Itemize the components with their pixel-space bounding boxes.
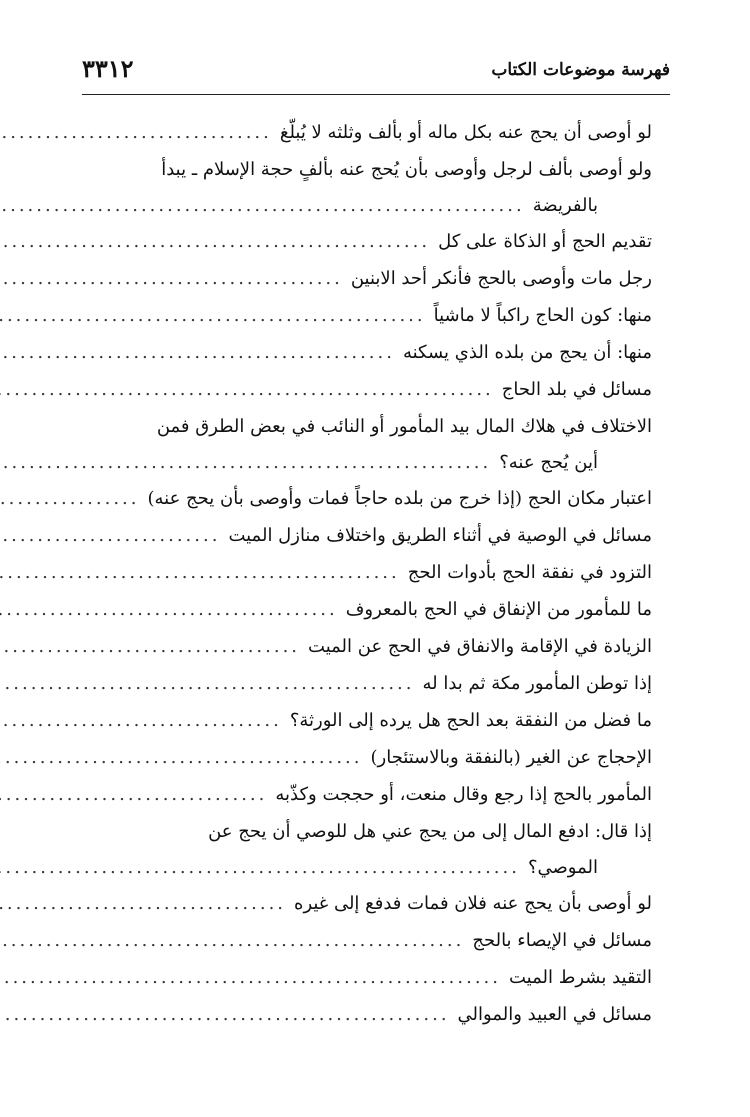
leader-dots <box>0 628 308 665</box>
leader-dots <box>0 739 371 776</box>
entry-title: مسائل في العبيد والموالي <box>457 1004 652 1025</box>
leader-dots <box>0 591 346 628</box>
toc-entry <box>82 591 652 628</box>
entry-title: المأمور بالحج إذا رجع وقال منعت، أو حججت وكذّبه <box>275 784 652 805</box>
page-number: ٣٣١٢ <box>82 54 134 83</box>
entry-title: الاختلاف في هلاك المال بيد المأمور أو النائب في بعض الطرق فمن <box>156 416 652 437</box>
toc-entry <box>82 371 652 408</box>
toc-entry <box>82 554 652 591</box>
leader-dots <box>0 554 408 591</box>
entry-title: مسائل في الإيصاء بالحج <box>472 930 652 951</box>
leader-dots <box>0 776 275 813</box>
entry-title: تقديم الحج أو الذكاة على كل <box>438 231 652 252</box>
leader-dots <box>0 702 290 739</box>
toc-entry <box>82 813 652 885</box>
toc-entry <box>82 996 652 1033</box>
entry-title: لو أوصى أن يحج عنه بكل ماله أو بألف وثلثه لا يُبلّغ <box>279 122 652 143</box>
leader-dots <box>0 260 351 297</box>
leader-dots <box>0 445 499 480</box>
toc-entry <box>82 151 652 223</box>
entry-title: التقيد بشرط الميت <box>509 967 652 988</box>
leader-dots <box>0 114 280 151</box>
header-rule <box>82 94 670 95</box>
toc-entry <box>82 114 652 151</box>
toc-entry <box>82 665 652 702</box>
toc-entry <box>82 702 652 739</box>
toc-entry <box>82 223 652 260</box>
leader-dots <box>0 334 403 371</box>
entry-title: منها: أن يحج من بلده الذي يسكنه <box>402 342 652 363</box>
toc-entry <box>82 959 652 996</box>
entry-title: ما للمأمور من الإنفاق في الحج بالمعروف <box>345 599 652 620</box>
toc-entry <box>82 334 652 371</box>
leader-dots <box>0 850 528 885</box>
toc-entry <box>82 628 652 665</box>
entry-title: التزود في نفقة الحج بأدوات الحج <box>407 562 652 583</box>
entry-title: إذا قال: ادفع المال إلى من يحج عني هل للوصي أن يحج عن <box>208 821 652 842</box>
leader-dots <box>0 959 509 996</box>
entry-title: مسائل في بلد الحاج <box>501 379 652 400</box>
toc-entry <box>82 776 652 813</box>
entry-title-continuation: أين يُحج عنه؟ <box>499 452 598 473</box>
entry-title-continuation: بالفريضة <box>532 195 598 216</box>
toc-entry <box>82 480 652 517</box>
toc-entry <box>82 922 652 959</box>
leader-dots <box>0 371 502 408</box>
leader-dots <box>0 223 438 260</box>
entry-title: مسائل في الوصية في أثناء الطريق واختلاف منازل الميت <box>228 525 652 546</box>
toc-entry <box>82 408 652 480</box>
entry-title: رجل مات وأوصى بالحج فأنكر أحد الابنين <box>350 268 652 289</box>
entry-title: إذا توطن المأمور مكة ثم بدا له <box>422 673 652 694</box>
entry-title: ولو أوصى بألف لرجل وأوصى بأن يُحج عنه بألفٍ حجة الإسلام ـ يبدأ <box>161 159 652 180</box>
toc-entry <box>82 739 652 776</box>
entry-title: ما فضل من النفقة بعد الحج هل يرده إلى الورثة؟ <box>289 710 652 731</box>
toc-list <box>82 114 652 1033</box>
entry-title: اعتبار مكان الحج (إذا خرج من بلده حاجاً فمات وأوصى بأن يحج عنه) <box>147 488 652 509</box>
leader-dots <box>0 922 472 959</box>
entry-title: الإحجاج عن الغير (بالنفقة وبالاستئجار) <box>370 747 652 768</box>
leader-dots <box>0 188 533 223</box>
toc-entry <box>82 297 652 334</box>
entry-title: الزيادة في الإقامة والانفاق في الحج عن الميت <box>308 636 652 657</box>
leader-dots <box>0 480 147 517</box>
leader-dots <box>0 885 294 922</box>
running-header <box>82 52 670 90</box>
leader-dots <box>0 517 228 554</box>
entry-title: لو أوصى بأن يحج عنه فلان فمات فدفع إلى غيره <box>294 893 652 914</box>
running-title: فهرسة موضوعات الكتاب <box>491 60 670 80</box>
entry-title-continuation: الموصي؟ <box>527 857 598 878</box>
toc-entry <box>82 517 652 554</box>
entry-title: منها: كون الحاج راكباً لا ماشياً <box>433 305 652 326</box>
leader-dots <box>0 665 422 702</box>
toc-entry <box>82 260 652 297</box>
leader-dots <box>0 297 434 334</box>
toc-entry <box>82 885 652 922</box>
leader-dots <box>0 996 458 1033</box>
